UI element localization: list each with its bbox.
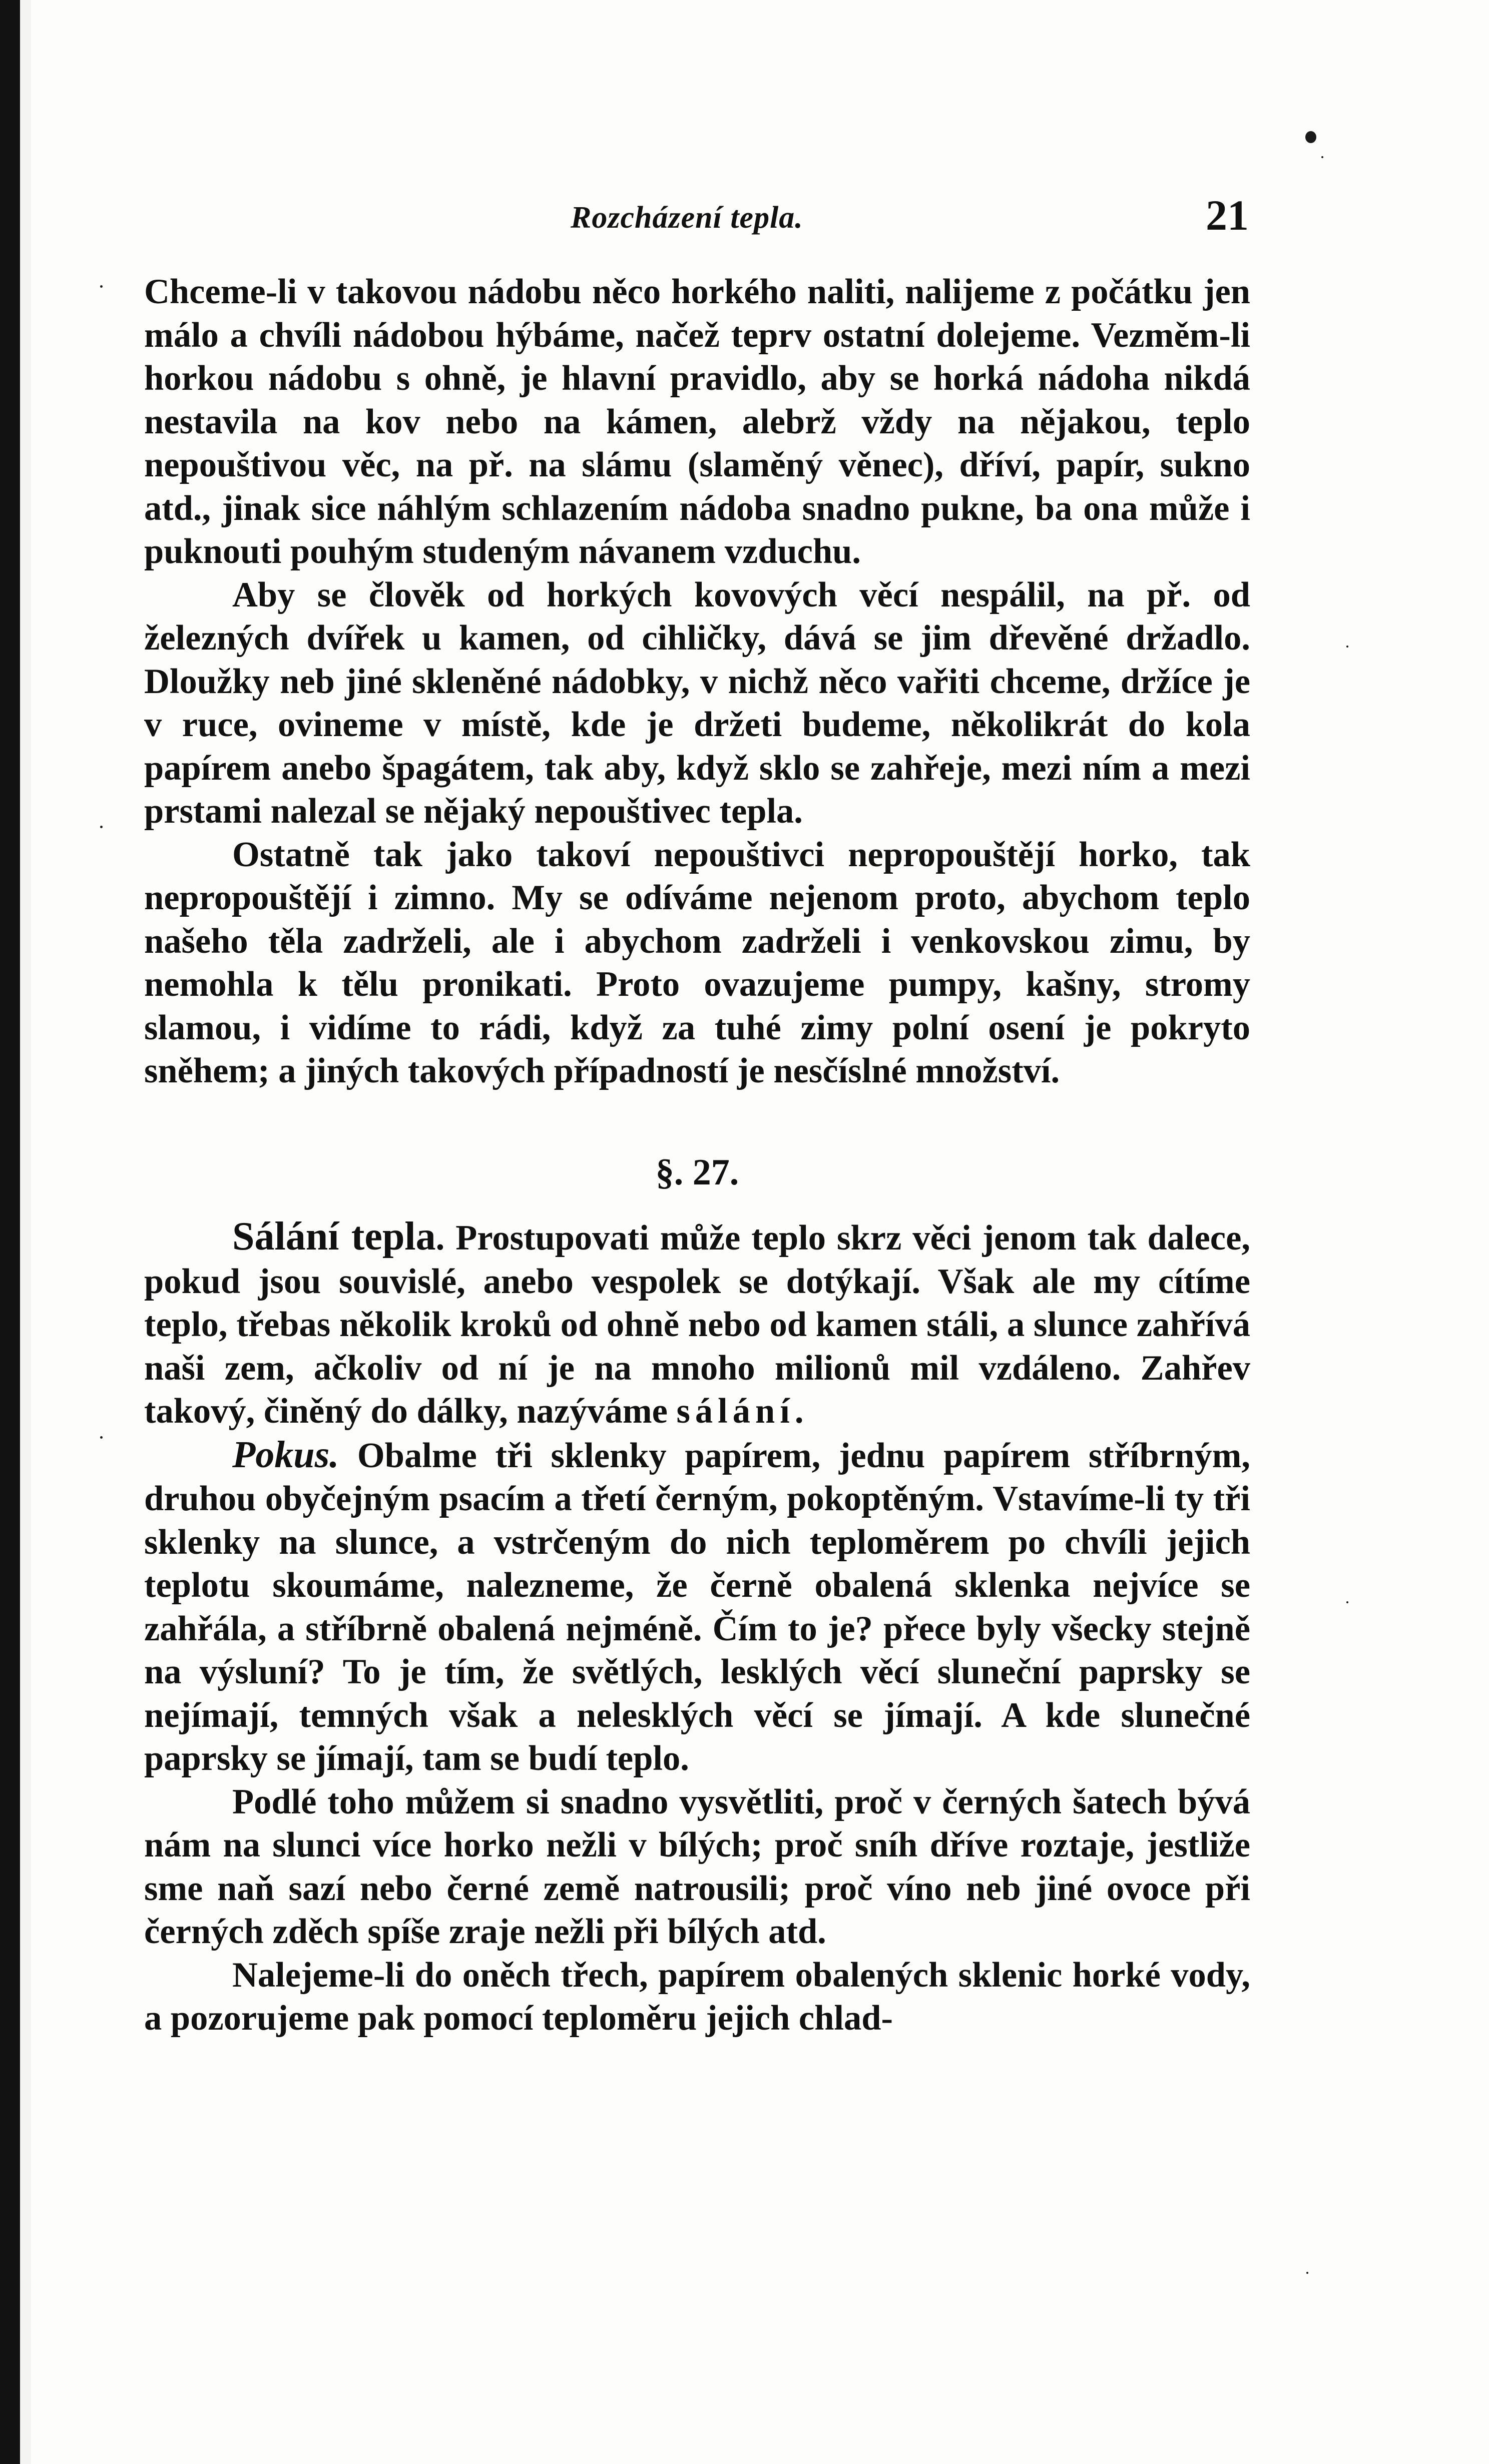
scan-speck <box>1306 2272 1308 2274</box>
scan-speck <box>1346 646 1348 648</box>
scan-speck <box>100 285 103 288</box>
page-header <box>145 190 1249 245</box>
paragraph-text: . Prostupovati může teplo skrz věci jenom tak dalece, pokud jsou souvislé, anebo vespolek se dotýkají. Však ale my cítíme teplo, třebas několik kroků od ohně nebo od kamen stáli, a slunce zahřívá naši zem, ačkoliv od ní je na mnoho milionů mil vzdáleno. Zahřev takový, činěný do dálky, nazýváme <box>144 1218 1251 1431</box>
paragraph: Aby se člověk od horkých kovových věcí nespálil, na př. od železných dvířek u kamen, od cihličky, dává se jim dřevěné držadlo. Dloužky neb jiné skleněné nádobky, v nichž něco vařiti chceme, držíce je v ruce, ovineme v místě, kde je držeti budeme, několikrát do kola papírem anebo špagátem, tak aby, když sklo se zahřeje, mezi ním a mezi prstami nalezal se nějaký nepouštivec tepla. <box>144 575 1250 831</box>
section-heading: §. 27. <box>655 1151 739 1193</box>
paragraph: Nalejeme-li do oněch třech, papírem obalených sklenic horké vody, a pozorujeme pak pomocí teploměru jejich chlad- <box>144 1955 1250 2038</box>
scan-speck <box>100 826 103 828</box>
scan-speck <box>1321 156 1323 158</box>
scan-edge-margin <box>20 0 31 2464</box>
running-title: Rozcházení tepla. <box>571 201 803 235</box>
paragraph-end: . <box>794 1392 804 1431</box>
scan-speck <box>1346 1601 1348 1603</box>
experiment-label: Pokus. <box>232 1433 339 1476</box>
paragraph <box>144 1433 1250 1780</box>
scan-speck <box>100 1436 103 1439</box>
spaced-term: sálání <box>676 1392 795 1431</box>
scan-binding-edge <box>0 0 20 2464</box>
section-term: Sálání tepla <box>232 1214 436 1259</box>
paragraph-text: Obalme tři sklenky papírem, jednu papírem stříbrným, druhou obyčejným psacím a třetí černým, pokoptěným. Vstavíme-li ty tři sklenky na slunce, a vstrčeným do nich teploměrem po chvíli jejich teplotu skoumáme, nalezneme, že černě obalená sklenka nejvíce se zahřála, a stříbrně obalená nejméně. Čím to je? přece byly všecky stejně na výsluní? To je tím, že světlých, lesklých věcí sluneční paprsky se nejímají, temných však a nelesklých věcí se jímají. A kde slunečné paprsky se jímají, tam se budí teplo. <box>144 1436 1250 1778</box>
paragraph <box>144 1215 1250 1433</box>
paragraph: Chceme-li v takovou nádobu něco horkého naliti, nalijeme z počátku jen málo a chvíli nádobou hýbáme, načež teprv ostatní dolejeme. Vezměm-li horkou nádobu s ohně, je hlavní pravidlo, aby se horká nádoha nikdá nestavila na kov nebo na kámen, alebrž vždy na nějakou, teplo nepouštivou věc, na př. na slámu (slaměný věnec), dříví, papír, sukno atd., jinak sice náhlým schlazením nádoba snadno pukne, ba ona může i puknouti pouhým studeným návanem vzduchu. <box>144 272 1250 571</box>
paragraph: Podlé toho můžem si snadno vysvětliti, proč v černých šatech bývá nám na slunci více horko nežli v bílých; proč sníh dříve roztaje, jestliže sme naň sazí nebo černé země natrousili; proč víno neb jiné ovoce při černých zděch spíše zraje nežli při bílých atd. <box>144 1782 1250 1951</box>
body-text <box>144 270 1250 2040</box>
scan-speck <box>1305 131 1316 143</box>
paragraph: Ostatně tak jako takoví nepouštivci nepropouštějí horko, tak nepropouštějí i zimno. My se odíváme nejenom proto, abychom teplo našeho těla zadrželi, ale i abychom zadrželi i venkovskou zimu, by nemohla k tělu pronikati. Proto ovazujeme pumpy, kašny, stromy slamou, i vidíme to rádi, když za tuhé zimy polní osení je pokryto sněhem; a jiných takových případností je nesčíslné množství. <box>144 835 1250 1090</box>
page-number: 21 <box>1206 191 1249 239</box>
